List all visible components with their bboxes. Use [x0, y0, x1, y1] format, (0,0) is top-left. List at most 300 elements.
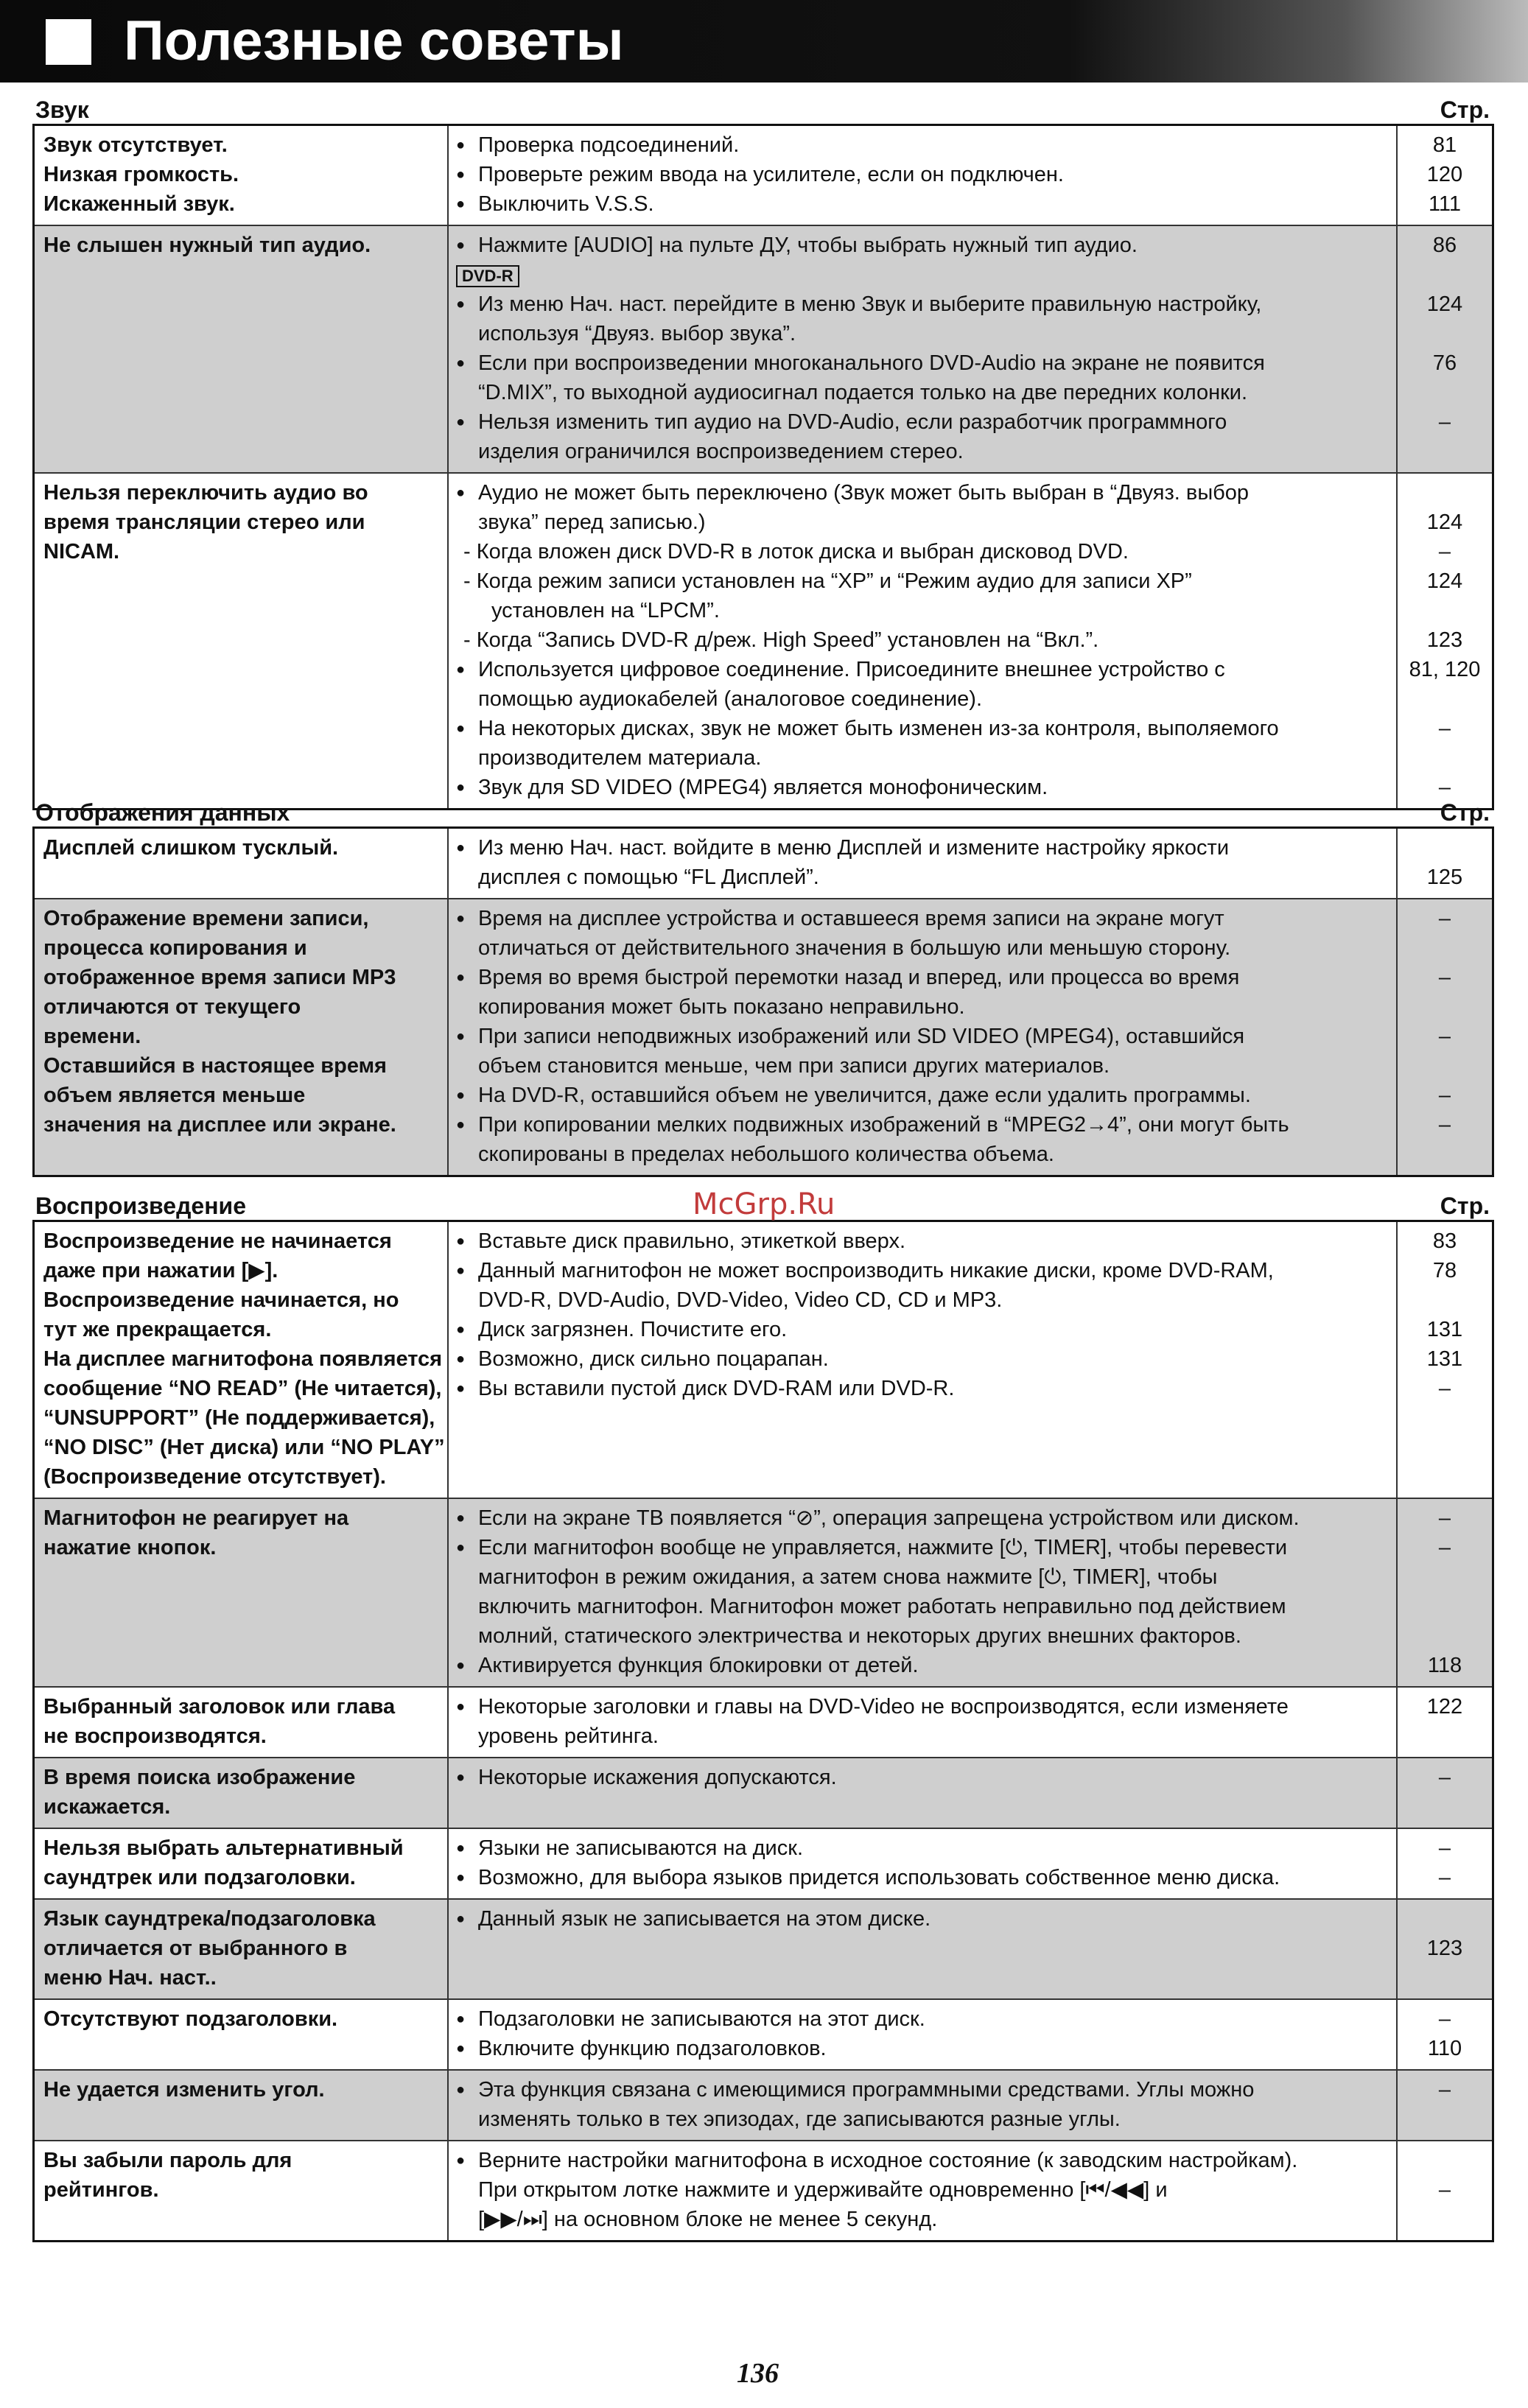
problem-text: Выбранный заголовок или глава	[43, 1695, 396, 1719]
problem-cell	[35, 126, 449, 225]
bullet-icon: ●	[456, 840, 466, 856]
bullet-item	[456, 1533, 1387, 1562]
page-ref: 76	[1432, 351, 1457, 375]
bullet-item	[456, 1344, 1387, 1374]
page-ref-cell	[1398, 126, 1492, 225]
continuation-text: При открытом лотке нажмите и удерживайте одновременно [⏮/◀◀] и	[478, 2178, 1168, 2202]
problem-text: Воспроизведение не начинается	[43, 1229, 392, 1253]
page-ref: 124	[1426, 569, 1463, 593]
page-ref	[1398, 478, 1492, 508]
troubleshooting-table	[32, 826, 1494, 1177]
page-ref: –	[1438, 1506, 1451, 1530]
page-ref-cell	[1398, 899, 1492, 1175]
bullet-item	[456, 231, 1387, 260]
table-row	[35, 2141, 1492, 2240]
bullet-item	[456, 1833, 1387, 1863]
bullet-item	[456, 1863, 1387, 1892]
bullet-icon: ●	[456, 661, 466, 678]
page-ref: –	[1438, 776, 1451, 799]
problem-text: “UNSUPPORT” (Не поддерживается),	[43, 1406, 435, 1430]
solution-cell	[449, 2071, 1398, 2140]
page-ref: –	[1438, 540, 1451, 564]
table-row	[35, 126, 1492, 226]
problem-text: саундтрек или подзаголовки.	[43, 1866, 356, 1889]
problem-text: значения на дисплее или экране.	[43, 1113, 396, 1137]
problem-text: нажатие кнопок.	[43, 1536, 217, 1559]
disc-tag-line	[456, 260, 1387, 289]
problem-text: NICAM.	[43, 540, 120, 564]
problem-text: Нельзя переключить аудио во	[43, 481, 368, 505]
disc-type-badge: DVD-R	[456, 265, 519, 287]
page-ref-cell	[1398, 1499, 1492, 1686]
bullet-icon: ●	[456, 355, 466, 371]
problem-cell	[35, 1688, 449, 1757]
table-row	[35, 2000, 1492, 2071]
page-ref	[1398, 319, 1492, 348]
solution-text: Время на дисплее устройства и оставшееся время записи на экране могут	[478, 907, 1224, 930]
page-ref: –	[1438, 1113, 1451, 1137]
solution-text: Возможно, для выбора языков придется использовать собственное меню диска.	[478, 1866, 1280, 1889]
bullet-item	[456, 655, 1387, 684]
solution-cell	[449, 2141, 1398, 2240]
solution-text: На DVD-R, оставшийся объем не увеличится, даже если удалить программы.	[478, 1084, 1251, 1107]
page-ref: –	[1438, 1866, 1451, 1889]
solution-text: Включите функцию подзаголовков.	[478, 2037, 827, 2060]
solution-text: Активируется функция блокировки от детей.	[478, 1654, 919, 1677]
bullet-item	[456, 289, 1387, 319]
section-sound	[32, 94, 1494, 810]
section-display	[32, 797, 1494, 1177]
problem-text: Отсутствуют подзаголовки.	[43, 2007, 338, 2031]
continuation-text: [▶▶/⏭] на основном блоке не менее 5 секунд.	[478, 2208, 938, 2231]
problem-text: Воспроизведение начинается, но	[43, 1288, 399, 1312]
table-row	[35, 1900, 1492, 2000]
page-ref: –	[1438, 1766, 1451, 1789]
page-ref: 124	[1426, 510, 1463, 534]
page-ref	[1398, 833, 1492, 863]
page-ref	[1398, 1051, 1492, 1081]
table-row	[35, 474, 1492, 808]
page-ref: –	[1438, 1536, 1451, 1559]
bullet-item	[456, 963, 1387, 992]
bullet-item	[456, 2146, 1387, 2175]
page-ref: 81, 120	[1409, 658, 1481, 681]
page-ref: 125	[1426, 866, 1463, 889]
page-ref: –	[1438, 2078, 1451, 2102]
problem-cell	[35, 1222, 449, 1498]
page-ref: 131	[1426, 1318, 1463, 1341]
page-ref-cell	[1398, 1758, 1492, 1828]
bullet-item	[456, 478, 1387, 508]
problem-text: тут же прекращается.	[43, 1318, 272, 1341]
continuation-text: скопированы в пределах небольшого количества объема.	[478, 1142, 1054, 1166]
page-ref	[1398, 1904, 1492, 1934]
bullet-item	[456, 1503, 1387, 1533]
page-ref: –	[1438, 966, 1451, 989]
bullet-icon: ●	[456, 296, 466, 312]
problem-text: времени.	[43, 1025, 141, 1048]
problem-cell	[35, 2071, 449, 2140]
solution-cell	[449, 1688, 1398, 1757]
problem-cell	[35, 2000, 449, 2069]
page-number: 136	[737, 2358, 779, 2389]
problem-text: В время поиска изображение	[43, 1766, 356, 1789]
page-ref: 83	[1432, 1229, 1457, 1253]
continuation-text: изменять только в тех эпизодах, где записываются разные углы.	[478, 2107, 1121, 2131]
problem-text: рейтингов.	[43, 2178, 159, 2202]
solution-text: Данный магнитофон не может воспроизводить никакие диски, кроме DVD-RAM,	[478, 1259, 1274, 1282]
page-ref: 110	[1427, 2037, 1462, 2060]
table-row	[35, 1499, 1492, 1688]
solution-text: Некоторые заголовки и главы на DVD-Video не воспроизводятся, если изменяете	[478, 1695, 1289, 1719]
bullet-item	[456, 348, 1387, 378]
bullet-item	[456, 1226, 1387, 1256]
bullet-item	[456, 714, 1387, 743]
page-ref-cell	[1398, 474, 1492, 808]
problem-cell	[35, 899, 449, 1175]
problem-text: Не слышен нужный тип аудио.	[43, 234, 371, 257]
bullet-item	[456, 1763, 1387, 1792]
solution-text: Если при воспроизведении многоканального DVD-Audio на экране не появится	[478, 351, 1265, 375]
page-ref	[1398, 933, 1492, 963]
solution-text: Если на экране ТВ появляется “⊘”, операция запрещена устройством или диском.	[478, 1506, 1300, 1530]
bullet-item	[456, 1110, 1387, 1140]
bullet-item	[456, 904, 1387, 933]
solution-cell	[449, 126, 1398, 225]
page-ref: 78	[1432, 1259, 1457, 1282]
section-title: Отображения данных	[35, 799, 290, 826]
page-ref: 122	[1426, 1695, 1463, 1719]
problem-text: Магнитофон не реагирует на	[43, 1506, 349, 1530]
solution-text: Языки не записываются на диск.	[478, 1836, 804, 1860]
page-ref: 111	[1428, 192, 1462, 216]
continuation-text: установлен на “LPCM”.	[491, 599, 720, 622]
problem-text: объем является меньше	[43, 1084, 306, 1107]
bullet-icon: ●	[456, 1351, 466, 1367]
page-ref-cell	[1398, 2000, 1492, 2069]
bullet-icon: ●	[456, 1380, 466, 1397]
problem-cell	[35, 474, 449, 808]
solution-text: Проверьте режим ввода на усилителе, если он подключен.	[478, 163, 1064, 186]
solution-text: Вставьте диск правильно, этикеткой вверх.	[478, 1229, 906, 1253]
problem-cell	[35, 226, 449, 472]
bullet-icon: ●	[456, 237, 466, 253]
problem-cell	[35, 1829, 449, 1898]
bullet-icon: ●	[456, 2011, 466, 2027]
continuation-text: DVD-R, DVD-Audio, DVD-Video, Video CD, CD и MP3.	[478, 1288, 1003, 1312]
bullet-icon: ●	[456, 720, 466, 737]
solution-text: Нажмите [AUDIO] на пульте ДУ, чтобы выбрать нужный тип аудио.	[478, 234, 1138, 257]
page-ref	[1398, 1592, 1492, 1621]
bullet-item	[456, 1651, 1387, 1680]
page-ref: –	[1438, 2178, 1451, 2202]
solution-text: Некоторые искажения допускаются.	[478, 1766, 837, 1789]
solution-text: Возможно, диск сильно поцарапан.	[478, 1347, 829, 1371]
problem-text: отличаются от текущего	[43, 995, 301, 1019]
bullet-item	[456, 2004, 1387, 2034]
table-row	[35, 1758, 1492, 1829]
page-ref	[1398, 1621, 1492, 1651]
page-ref: 81	[1432, 133, 1457, 157]
watermark: McGrp.Ru	[693, 1187, 835, 1221]
solution-cell	[449, 474, 1398, 808]
continuation-text	[456, 1792, 1387, 1822]
page-ref: –	[1438, 907, 1451, 930]
page-ref: –	[1438, 717, 1451, 740]
bullet-item	[456, 1315, 1387, 1344]
section-playback	[32, 1190, 1494, 2242]
problem-text: время трансляции стерео или	[43, 510, 365, 534]
solution-text: Подзаголовки не записываются на этот диск.	[478, 2007, 925, 2031]
page-ref: –	[1438, 1836, 1451, 1860]
bullet-item	[456, 189, 1387, 219]
problem-text: Нельзя выбрать альтернативный	[43, 1836, 404, 1860]
table-row	[35, 1222, 1492, 1499]
page-ref	[1398, 2205, 1492, 2234]
section-header	[32, 94, 1494, 124]
continuation-text: используя “Двуяз. выбор звука”.	[478, 322, 796, 345]
continuation-text: включить магнитофон. Магнитофон может работать неправильно под действием	[478, 1595, 1286, 1618]
problem-cell	[35, 1900, 449, 1998]
bullet-icon: ●	[456, 1233, 466, 1249]
problem-text: отличается от выбранного в	[43, 1937, 348, 1960]
continuation-text: молний, статического электричества и некоторых других внешних факторов.	[478, 1624, 1241, 1648]
continuation-text: “D.MIX”, то выходной аудиосигнал подается только на две передних колонки.	[478, 381, 1248, 404]
page-ref	[1398, 1721, 1492, 1751]
page-ref	[1398, 992, 1492, 1022]
bullet-icon: ●	[456, 1087, 466, 1103]
continuation-text: магнитофон в режим ожидания, а затем снова нажмите [⏻, TIMER], чтобы	[478, 1565, 1218, 1589]
section-title: Воспроизведение	[35, 1193, 246, 1219]
solution-text: На некоторых дисках, звук не может быть изменен из-за контроля, выполяемого	[478, 717, 1279, 740]
solution-cell	[449, 899, 1398, 1175]
page-column-label: Стр.	[1440, 1193, 1490, 1219]
header-square-icon	[46, 19, 91, 65]
bullet-icon: ●	[456, 2040, 466, 2057]
bullet-icon: ●	[456, 1870, 466, 1886]
bullet-item	[456, 833, 1387, 863]
bullet-icon: ●	[456, 910, 466, 927]
page-ref: 124	[1426, 292, 1463, 316]
table-row	[35, 226, 1492, 474]
problem-text: сообщение “NO READ” (Не читается),	[43, 1377, 442, 1400]
page-ref: 123	[1426, 628, 1463, 652]
solution-cell	[449, 1222, 1398, 1498]
troubleshooting-table	[32, 124, 1494, 810]
problem-text: “NO DISC” (Нет диска) или “NO PLAY”	[43, 1436, 445, 1459]
continuation-text: помощью аудиокабелей (аналоговое соединение).	[478, 687, 983, 711]
problem-text: Звук отсутствует.	[43, 133, 228, 157]
page-ref	[1398, 1140, 1492, 1169]
page-ref: 123	[1426, 1937, 1463, 1960]
section-header	[32, 797, 1494, 826]
problem-text: отображенное время записи MP3	[43, 966, 396, 989]
solution-text: При записи неподвижных изображений или SD VIDEO (MPEG4), оставшийся	[478, 1025, 1245, 1048]
solution-cell	[449, 1829, 1398, 1898]
solution-cell	[449, 1900, 1398, 1998]
continuation-text: отличаться от действительного значения в большую или меньшую сторону.	[478, 936, 1231, 960]
solution-cell	[449, 2000, 1398, 2069]
page-header	[0, 0, 1528, 83]
solution-text: Из меню Нач. наст. перейдите в меню Звук и выберите правильную настройку,	[478, 292, 1262, 316]
solution-text: Выключить V.S.S.	[478, 192, 654, 216]
bullet-icon: ●	[456, 485, 466, 501]
problem-cell	[35, 2141, 449, 2240]
problem-text: На дисплее магнитофона появляется	[43, 1347, 443, 1371]
problem-cell	[35, 1758, 449, 1828]
bullet-icon: ●	[456, 969, 466, 986]
bullet-icon: ●	[456, 779, 466, 796]
table-row	[35, 1688, 1492, 1758]
page-ref-cell	[1398, 1900, 1492, 1998]
bullet-icon: ●	[456, 414, 466, 430]
solution-cell	[449, 829, 1398, 898]
solution-text: Эта функция связана с имеющимися программными средствами. Углы можно	[478, 2078, 1255, 2102]
page-ref: 86	[1432, 234, 1457, 257]
bullet-icon: ●	[456, 1321, 466, 1338]
bullet-icon: ●	[456, 1540, 466, 1556]
problem-text: Язык саундтрека/подзаголовка	[43, 1907, 376, 1931]
solution-text: Звук для SD VIDEO (MPEG4) является монофоническим.	[478, 776, 1048, 799]
bullet-item	[456, 160, 1387, 189]
problem-text: не воспроизводятся.	[43, 1724, 267, 1748]
solution-text: Нельзя изменить тип аудио на DVD-Audio, если разработчик программного	[478, 410, 1227, 434]
solution-text: Проверка подсоединений.	[478, 133, 740, 157]
page-ref	[1398, 1562, 1492, 1592]
page-ref-cell	[1398, 829, 1492, 898]
problem-text: даже при нажатии [▶].	[43, 1259, 278, 1282]
bullet-icon: ●	[456, 2152, 466, 2169]
solution-text: Диск загрязнен. Почистите его.	[478, 1318, 788, 1341]
page-title: Полезные советы	[124, 10, 624, 72]
table-row	[35, 829, 1492, 899]
page-ref	[1398, 1792, 1492, 1822]
continuation-text: объем становится меньше, чем при записи других материалов.	[478, 1054, 1110, 1078]
bullet-icon: ●	[456, 166, 466, 183]
section-title: Звук	[35, 96, 89, 123]
problem-text: Не удается изменить угол.	[43, 2078, 325, 2102]
solution-text: Из меню Нач. наст. войдите в меню Дисплей и измените настройку яркости	[478, 836, 1230, 860]
table-row	[35, 1829, 1492, 1900]
page-ref	[1398, 743, 1492, 773]
bullet-icon: ●	[456, 1263, 466, 1279]
bullet-icon: ●	[456, 1911, 466, 1927]
sub-item: - Когда вложен диск DVD-R в лоток диска и выбран дисковод DVD.	[463, 540, 1129, 564]
troubleshooting-table	[32, 1220, 1494, 2242]
page-ref: –	[1438, 1377, 1451, 1400]
page-ref-cell	[1398, 1829, 1492, 1898]
page-ref	[1398, 260, 1492, 289]
solution-text: Верните настройки магнитофона в исходное состояние (к заводским настройкам).	[478, 2149, 1298, 2172]
bullet-item	[456, 407, 1387, 437]
solution-cell	[449, 226, 1398, 472]
bullet-item	[456, 130, 1387, 160]
problem-text: меню Нач. наст..	[43, 1966, 217, 1990]
continuation-text: производителем материала.	[478, 746, 762, 770]
bullet-icon: ●	[456, 1117, 466, 1133]
page-ref	[1398, 2105, 1492, 2134]
solution-cell	[449, 1499, 1398, 1686]
bullet-item	[456, 1081, 1387, 1110]
bullet-icon: ●	[456, 137, 466, 153]
continuation-text: копирования может быть показано неправильно.	[478, 995, 965, 1019]
problem-text: процесса копирования и	[43, 936, 307, 960]
page-column-label: Стр.	[1440, 96, 1490, 123]
page-column-label: Стр.	[1440, 799, 1490, 826]
page-ref-cell	[1398, 2141, 1492, 2240]
problem-text: Оставшийся в настоящее время	[43, 1054, 387, 1078]
page-ref: –	[1438, 1025, 1451, 1048]
bullet-icon: ●	[456, 2082, 466, 2098]
problem-cell	[35, 1499, 449, 1686]
page-ref	[1398, 2146, 1492, 2175]
bullet-icon: ●	[456, 1657, 466, 1674]
continuation-text: уровень рейтинга.	[478, 1724, 659, 1748]
table-row	[35, 899, 1492, 1175]
page-ref: –	[1438, 410, 1451, 434]
page-ref: 131	[1426, 1347, 1463, 1371]
continuation-text: изделия ограничился воспроизведением стерео.	[478, 440, 964, 463]
bullet-item	[456, 1256, 1387, 1285]
bullet-item	[456, 2075, 1387, 2105]
page-ref-cell	[1398, 1222, 1492, 1498]
problem-text: Дисплей слишком тусклый.	[43, 836, 339, 860]
solution-text: Используется цифровое соединение. Присоедините внешнее устройство с	[478, 658, 1225, 681]
page-ref	[1398, 378, 1492, 407]
page-ref-cell	[1398, 1688, 1492, 1757]
bullet-icon: ●	[456, 1769, 466, 1786]
continuation-text	[456, 1963, 1387, 1993]
sub-item: - Когда режим записи установлен на “XP” и “Режим аудио для записи XP”	[463, 569, 1192, 593]
bullet-item	[456, 1022, 1387, 1051]
page-ref: –	[1438, 1084, 1451, 1107]
problem-cell	[35, 829, 449, 898]
page-ref: 120	[1426, 163, 1463, 186]
bullet-icon: ●	[456, 1510, 466, 1526]
problem-text: искажается.	[43, 1795, 171, 1819]
sub-item: - Когда “Запись DVD-R д/реж. High Speed” установлен на “Вкл.”.	[463, 628, 1099, 652]
bullet-item	[456, 1692, 1387, 1721]
continuation-text: дисплея с помощью “FL Дисплей”.	[478, 866, 819, 889]
solution-text: Данный язык не записывается на этом диске.	[478, 1907, 931, 1931]
page-ref-cell	[1398, 2071, 1492, 2140]
page-ref	[1398, 1963, 1492, 1993]
table-row	[35, 2071, 1492, 2141]
solution-text: Аудио не может быть переключено (Звук может быть выбран в “Двуяз. выбор	[478, 481, 1250, 505]
page-ref: 118	[1427, 1654, 1462, 1677]
bullet-icon: ●	[456, 1028, 466, 1045]
bullet-icon: ●	[456, 196, 466, 212]
solution-cell	[449, 1758, 1398, 1828]
solution-text: Вы вставили пустой диск DVD-RAM или DVD-R.	[478, 1377, 955, 1400]
solution-text: Если магнитофон вообще не управляется, нажмите [⏻, TIMER], чтобы перевести	[478, 1536, 1288, 1559]
continuation-text: звука” перед записью.)	[478, 510, 706, 534]
page-ref-cell	[1398, 226, 1492, 472]
bullet-item	[456, 1374, 1387, 1403]
page-ref	[1398, 1285, 1492, 1315]
problem-text: Вы забыли пароль для	[43, 2149, 292, 2172]
page-ref	[1398, 684, 1492, 714]
bullet-item	[456, 1904, 1387, 1934]
bullet-icon: ●	[456, 1699, 466, 1715]
page-ref	[1398, 596, 1492, 625]
page-ref	[1398, 437, 1492, 466]
page-ref: –	[1438, 2007, 1451, 2031]
problem-text: Низкая громкость.	[43, 163, 239, 186]
continuation-text	[456, 1934, 1387, 1963]
solution-text: При копировании мелких подвижных изображений в “MPEG2→4”, они могут быть	[478, 1113, 1289, 1137]
problem-text: Отображение времени записи,	[43, 907, 369, 930]
